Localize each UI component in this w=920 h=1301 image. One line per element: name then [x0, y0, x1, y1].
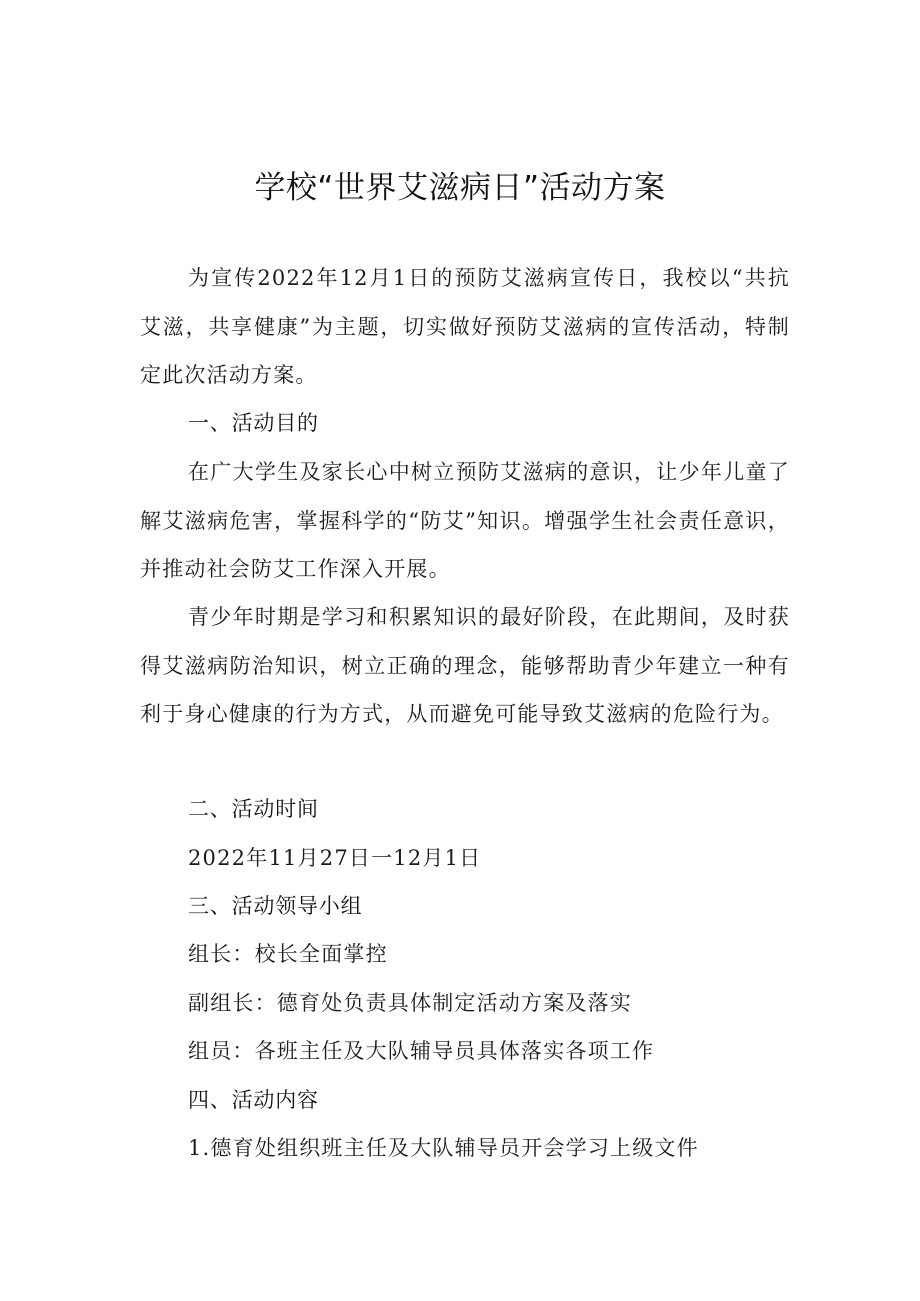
- members-line: 组员：各班主任及大队辅导员具体落实各项工作: [188, 1039, 655, 1063]
- content-item-1: 1.德育处组织班主任及大队辅导员开会学习上级文件: [188, 1136, 699, 1160]
- deputy-leader-line: 副组长：德育处负责具体制定活动方案及落实: [188, 991, 632, 1015]
- document-title: 学校“世界艾滋病日”活动方案: [254, 170, 666, 206]
- section-heading-time: 二、活动时间: [188, 797, 319, 821]
- purpose-paragraph-2: 青少年时期是学习和积累知识的最好阶段，在此期间，及时获得艾滋病防治知识，树立正确的理念，能够帮助青少年建立一种有利于身心健康的行为方式，从而避免可能导致艾滋病的危险行为。: [140, 605, 790, 726]
- purpose-paragraph-1: 在广大学生及家长心中树立预防艾滋病的意识，让少年儿童了解艾滋病危害，掌握科学的“防艾”知识。增强学生社会责任意识，并推动社会防艾工作深入开展。: [140, 460, 790, 581]
- section-heading-purpose: 一、活动目的: [188, 411, 319, 435]
- intro-paragraph: 为宣传2022年12月1日的预防艾滋病宣传日，我校以“共抗艾滋，共享健康”为主题，切实做好预防艾滋病的宣传活动，特制定此次活动方案。: [140, 266, 790, 387]
- section-heading-leadership: 三、活动领导小组: [188, 894, 363, 918]
- activity-time-text: 2022年11月27日一12月1日: [188, 846, 482, 870]
- section-heading-content: 四、活动内容: [188, 1088, 319, 1112]
- leader-line: 组长：校长全面掌控: [188, 942, 388, 966]
